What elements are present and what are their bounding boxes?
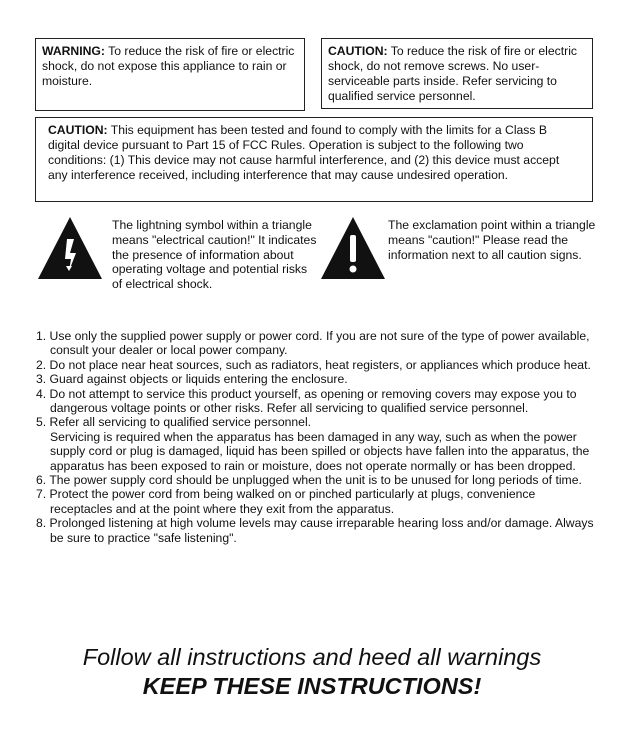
warning-label: WARNING: (42, 44, 105, 58)
footer-keep-instructions: KEEP THESE INSTRUCTIONS! (142, 673, 482, 699)
caution-text: To reduce the risk of fire or electric shock, do not remove screws. No user-serviceable parts inside. Refer servicing to qualified service personnel. (328, 44, 578, 103)
instruction-text: 5. Refer all servicing to qualified service personnel. (36, 415, 312, 430)
exclamation-symbol-description: The exclamation point within a triangle means "caution!" Please read the information next to all caution signs. (388, 218, 596, 262)
instruction-item (36, 415, 596, 473)
instruction-item (36, 516, 596, 545)
instruction-extra-text: Servicing is required when the apparatus has been damaged in any way, such as when the power supply cord or plug is damaged, liquid has been spilled or objects have fallen into the apparatus, the apparatus has been exposed to rain or moisture, does not operate normally or has been dropped. (50, 429, 590, 473)
instruction-text: 3. Guard against objects or liquids entering the enclosure. (36, 372, 348, 387)
instruction-text: 7. Protect the power cord from being walked on or pinched particularly at plugs, convenience receptacles and at the point where they exit from the apparatus. (36, 487, 536, 516)
instruction-text: 2. Do not place near heat sources, such as radiators, heat registers, or appliances which produce heat. (36, 357, 591, 372)
instruction-item (36, 387, 596, 416)
lightning-triangle-icon (36, 215, 104, 281)
instruction-item (36, 487, 596, 516)
instruction-item (36, 358, 596, 372)
warning-box (35, 38, 305, 111)
fcc-caution-box (35, 117, 593, 202)
instruction-text: 1. Use only the supplied power supply or power cord. If you are not sure of the type of power available, consult your dealer or local power company. (36, 329, 590, 358)
exclamation-triangle-icon (319, 215, 387, 281)
warning-text: To reduce the risk of fire or electric shock, do not expose this appliance to rain or moisture. (42, 44, 295, 88)
fcc-caution-label: CAUTION: (48, 123, 108, 137)
caution-label: CAUTION: (328, 44, 388, 58)
instruction-item (36, 329, 596, 358)
lightning-symbol-description: The lightning symbol within a triangle means "electrical caution!" It indicates the presence of information about operating voltage and potential risks of electrical shock. (112, 218, 317, 292)
instructions-list (36, 329, 596, 545)
instruction-item (36, 372, 596, 386)
instruction-item (36, 473, 596, 487)
footer-follow-instructions: Follow all instructions and heed all warnings (82, 644, 542, 670)
instruction-text: 4. Do not attempt to service this product yourself, as opening or removing covers may expose you to dangerous voltage points or other risks. Refer all servicing to qualified service personnel. (36, 386, 577, 416)
instruction-text: 6. The power supply cord should be unplugged when the unit is to be unused for long periods of time. (36, 473, 582, 488)
instruction-text: 8. Prolonged listening at high volume levels may cause irreparable hearing loss and/or damage. Always be sure to practice "safe listening". (36, 516, 594, 545)
caution-screws-box (321, 38, 593, 109)
fcc-caution-text: This equipment has been tested and found to comply with the limits for a Class B digital device pursuant to Part 15 of FCC Rules. Operation is subject to the following two conditions: (1) This device may not cause harmful interference, and (2) this device must accept any interference received, including interference that may cause undesired operation. (48, 123, 560, 182)
